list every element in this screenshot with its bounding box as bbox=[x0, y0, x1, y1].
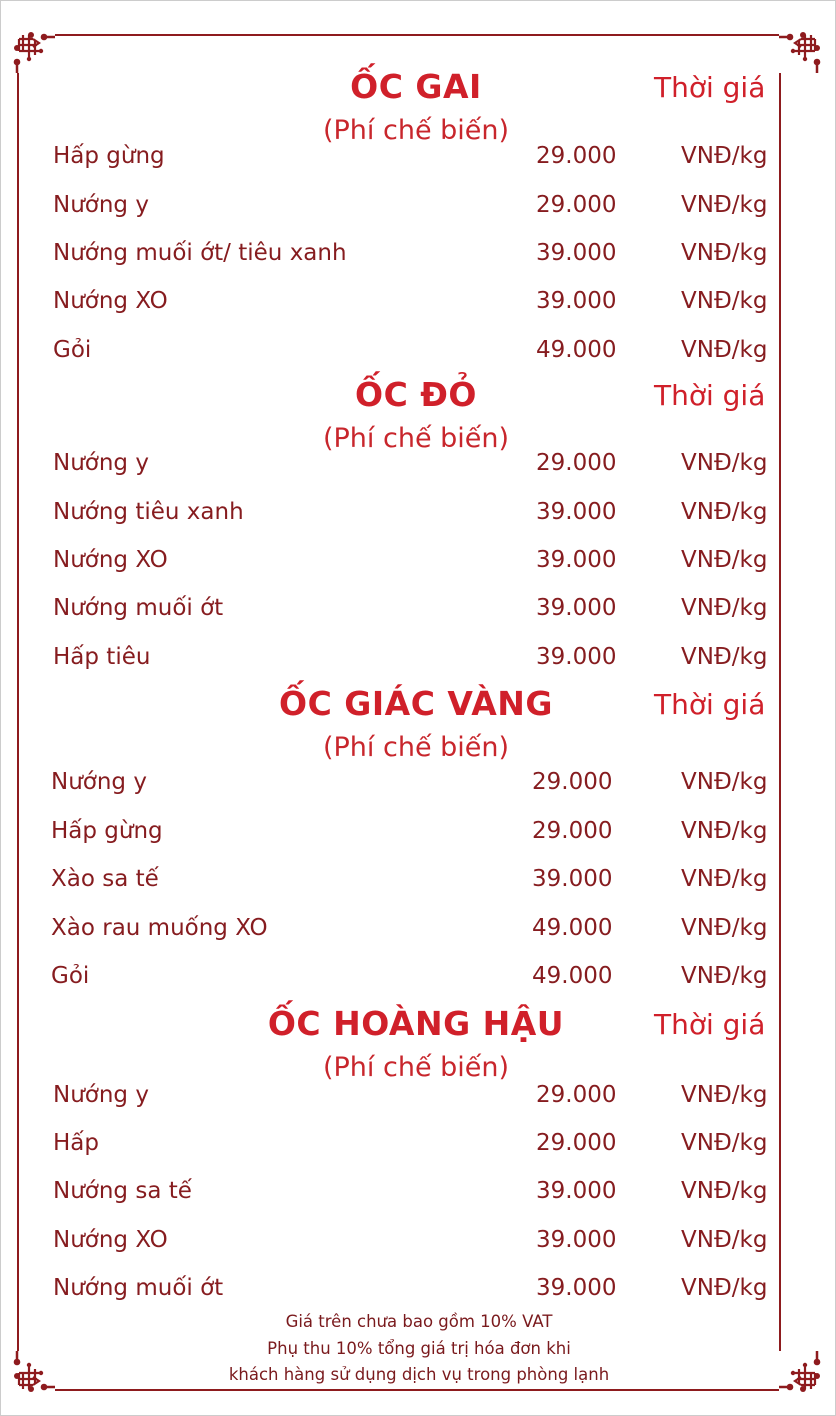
item-unit: VNĐ/kg bbox=[681, 963, 768, 989]
footer-note: Giá trên chưa bao gồm 10% VAT bbox=[285, 1312, 553, 1331]
menu-item bbox=[1, 1275, 836, 1305]
item-name: Hấp bbox=[53, 1130, 99, 1156]
item-name: Gỏi bbox=[51, 963, 90, 989]
market-price-label: Thời giá bbox=[654, 688, 766, 721]
item-name: Nướng y bbox=[53, 1082, 149, 1108]
item-price: 29.000 bbox=[536, 1082, 617, 1108]
menu-item bbox=[1, 963, 836, 993]
item-name: Nướng y bbox=[51, 769, 147, 795]
item-name: Nướng y bbox=[53, 450, 149, 476]
item-unit: VNĐ/kg bbox=[681, 644, 768, 670]
item-price: 39.000 bbox=[536, 644, 617, 670]
menu-item bbox=[1, 288, 836, 318]
item-name: Nướng tiêu xanh bbox=[53, 499, 244, 525]
item-price: 39.000 bbox=[536, 288, 617, 314]
item-price: 29.000 bbox=[532, 818, 613, 844]
footer-note: Phụ thu 10% tổng giá trị hóa đơn khi bbox=[267, 1338, 571, 1358]
item-name: Nướng XO bbox=[53, 547, 168, 573]
item-name: Nướng muối ớt bbox=[53, 595, 224, 621]
item-price: 49.000 bbox=[536, 337, 617, 363]
menu-item bbox=[1, 240, 836, 270]
item-unit: VNĐ/kg bbox=[681, 595, 768, 621]
market-price-label: Thời giá bbox=[654, 379, 766, 412]
item-price: 39.000 bbox=[536, 1275, 617, 1301]
item-price: 39.000 bbox=[536, 547, 617, 573]
menu-item bbox=[1, 915, 836, 945]
menu-item bbox=[1, 595, 836, 625]
item-price: 29.000 bbox=[536, 450, 617, 476]
item-price: 39.000 bbox=[536, 499, 617, 525]
item-unit: VNĐ/kg bbox=[681, 769, 768, 795]
item-unit: VNĐ/kg bbox=[681, 1082, 768, 1108]
menu-item bbox=[1, 1082, 836, 1112]
item-unit: VNĐ/kg bbox=[681, 547, 768, 573]
section-title: ỐC ĐỎ bbox=[355, 375, 477, 414]
processing-fee-label: (Phí chế biến) bbox=[322, 423, 510, 454]
menu-item bbox=[1, 1178, 836, 1208]
item-price: 39.000 bbox=[536, 240, 617, 266]
processing-fee-label: (Phí chế biến) bbox=[322, 115, 510, 146]
menu-item bbox=[1, 769, 836, 799]
item-name: Nướng muối ớt/ tiêu xanh bbox=[53, 240, 347, 266]
menu-item bbox=[1, 818, 836, 848]
item-price: 29.000 bbox=[532, 769, 613, 795]
item-unit: VNĐ/kg bbox=[681, 240, 768, 266]
item-name: Nướng sa tế bbox=[53, 1178, 192, 1204]
menu-item bbox=[1, 337, 836, 367]
item-name: Nướng y bbox=[53, 192, 149, 218]
section-title: ỐC HOÀNG HẬU bbox=[267, 1004, 565, 1043]
item-name: Hấp gừng bbox=[53, 143, 165, 169]
item-name: Xào rau muống XO bbox=[51, 915, 268, 941]
item-unit: VNĐ/kg bbox=[681, 337, 768, 363]
item-name: Hấp tiêu bbox=[53, 644, 151, 670]
item-unit: VNĐ/kg bbox=[681, 450, 768, 476]
item-unit: VNĐ/kg bbox=[681, 288, 768, 314]
item-name: Hấp gừng bbox=[51, 818, 163, 844]
market-price-label: Thời giá bbox=[654, 1008, 766, 1041]
menu-item bbox=[1, 1130, 836, 1160]
processing-fee-label: (Phí chế biến) bbox=[322, 1052, 510, 1083]
item-price: 29.000 bbox=[536, 143, 617, 169]
menu-item bbox=[1, 143, 836, 173]
menu-item bbox=[1, 192, 836, 222]
processing-fee-label: (Phí chế biến) bbox=[322, 732, 510, 763]
item-price: 29.000 bbox=[536, 1130, 617, 1156]
item-price: 39.000 bbox=[536, 1227, 617, 1253]
section-title: ỐC GIÁC VÀNG bbox=[279, 684, 553, 723]
menu-item bbox=[1, 644, 836, 674]
item-price: 39.000 bbox=[536, 1178, 617, 1204]
item-name: Gỏi bbox=[53, 337, 92, 363]
item-unit: VNĐ/kg bbox=[681, 192, 768, 218]
item-name: Nướng muối ớt bbox=[53, 1275, 224, 1301]
item-price: 39.000 bbox=[532, 866, 613, 892]
menu-item bbox=[1, 1227, 836, 1257]
item-unit: VNĐ/kg bbox=[681, 818, 768, 844]
item-unit: VNĐ/kg bbox=[681, 1130, 768, 1156]
footer-note: khách hàng sử dụng dịch vụ trong phòng lạnh bbox=[228, 1365, 610, 1384]
item-name: Nướng XO bbox=[53, 288, 168, 314]
menu-item bbox=[1, 866, 836, 896]
item-unit: VNĐ/kg bbox=[681, 1275, 768, 1301]
item-name: Nướng XO bbox=[53, 1227, 168, 1253]
menu-item bbox=[1, 499, 836, 529]
item-unit: VNĐ/kg bbox=[681, 143, 768, 169]
item-price: 49.000 bbox=[532, 963, 613, 989]
item-unit: VNĐ/kg bbox=[681, 499, 768, 525]
section-title: ỐC GAI bbox=[350, 67, 482, 106]
item-price: 39.000 bbox=[536, 595, 617, 621]
market-price-label: Thời giá bbox=[654, 71, 766, 104]
item-name: Xào sa tế bbox=[51, 866, 159, 892]
menu-item bbox=[1, 547, 836, 577]
item-unit: VNĐ/kg bbox=[681, 915, 768, 941]
item-unit: VNĐ/kg bbox=[681, 1227, 768, 1253]
menu-footer-notes bbox=[1, 1309, 836, 1389]
item-unit: VNĐ/kg bbox=[681, 1178, 768, 1204]
menu-item bbox=[1, 450, 836, 480]
item-price: 29.000 bbox=[536, 192, 617, 218]
item-price: 49.000 bbox=[532, 915, 613, 941]
item-unit: VNĐ/kg bbox=[681, 866, 768, 892]
